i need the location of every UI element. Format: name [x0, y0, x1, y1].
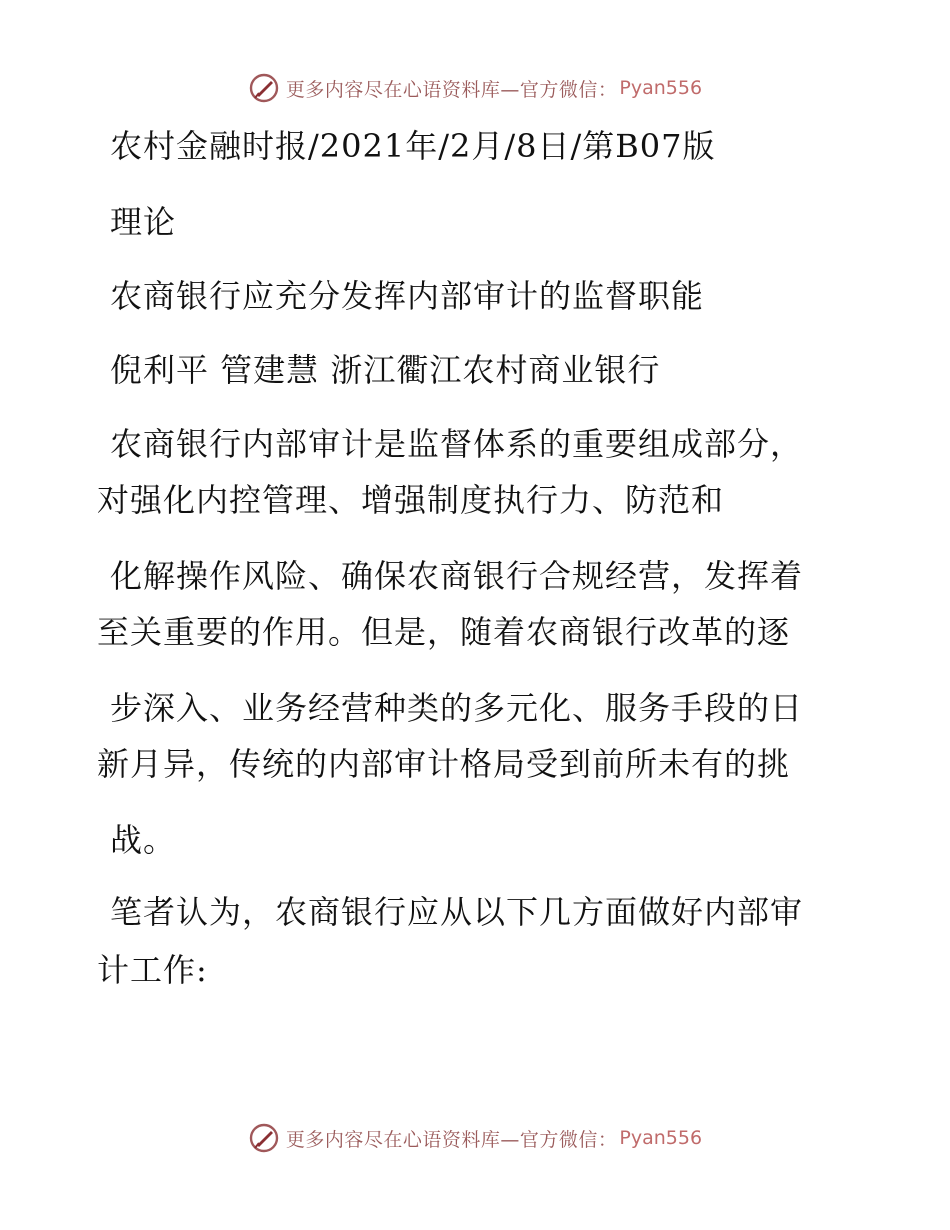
body-line: 农商银行内部审计是监督体系的重要组成部分，	[110, 425, 804, 463]
body-line: 化解操作风险、确保农商银行合规经营，发挥着	[110, 557, 804, 595]
body-line: 战。	[110, 821, 177, 859]
article-title: 农商银行应充分发挥内部审计的监督职能	[110, 277, 705, 315]
watermark-text: 更多内容尽在心语资料库—官方微信：	[285, 1128, 618, 1151]
watermark-top	[0, 72, 950, 104]
quill-logo-icon	[248, 72, 280, 104]
body-line: 至关重要的作用。但是，随着农商银行改革的逐	[97, 613, 791, 651]
watermark-bottom	[0, 1122, 950, 1154]
body-line: 新月异，传统的内部审计格局受到前所未有的挑	[97, 745, 791, 783]
source-line: 农村金融时报/2021年/2月/8日/第B07版	[110, 127, 716, 165]
body-line: 步深入、业务经营种类的多元化、服务手段的日	[110, 689, 804, 727]
section-label: 理论	[110, 203, 177, 241]
watermark-text: 更多内容尽在心语资料库—官方微信：	[285, 78, 618, 101]
body-line: 计工作:	[97, 951, 208, 989]
body-line: 笔者认为，农商银行应从以下几方面做好内部审	[110, 893, 804, 931]
watermark-handle: Pyan556	[619, 77, 703, 99]
byline: 倪利平 管建慧 浙江衢江农村商业银行	[110, 351, 661, 389]
body-line: 对强化内控管理、增强制度执行力、防范和	[97, 481, 725, 519]
quill-logo-icon	[248, 1122, 280, 1154]
watermark-handle: Pyan556	[619, 1127, 703, 1149]
